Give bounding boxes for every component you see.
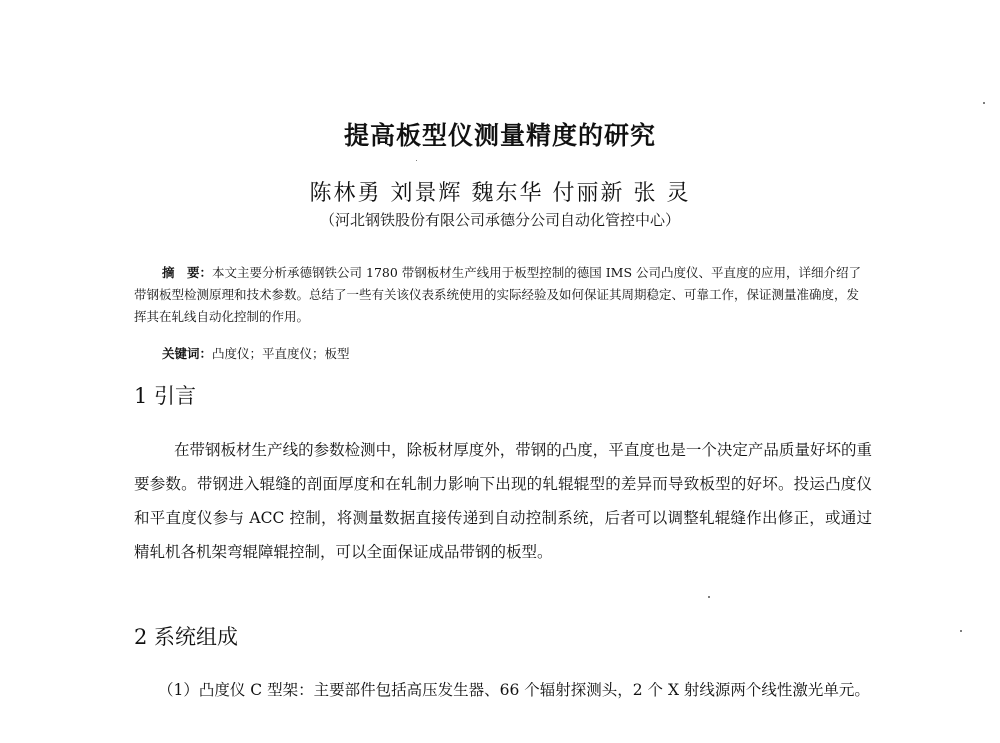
scan-speck — [416, 160, 417, 161]
paper-authors: 陈林勇 刘景辉 魏东华 付丽新 张 灵 — [309, 181, 691, 206]
abstract-block — [134, 262, 870, 328]
section-2-paragraph: （1）凸度仪 C 型架：主要部件包括高压发生器、66 个辐射探测头，2 个 X 射线源两个线性激光单元。 — [158, 681, 870, 699]
keywords-block — [162, 344, 862, 362]
scan-speck — [983, 102, 985, 104]
section-1-paragraph: 在带钢板材生产线的参数检测中，除板材厚度外，带钢的凸度，平直度也是一个决定产品质量好坏的重要参数。带钢进入辊缝的剖面厚度和在轧制力影响下出现的轧辊辊型的差异而导致板型的好坏。投运凸度仪和平直度仪参与 ACC 控制，将测量数据直接传递到自动控制系统，后者可以调整轧辊缝作出修正，或通过精轧机各机架弯辊障辊控制，可以全面保证成品带钢的板型。 — [134, 441, 872, 561]
keywords-label: 关键词： — [162, 346, 213, 361]
section-1-heading: 1 引言 — [134, 384, 197, 408]
scan-speck — [708, 596, 710, 598]
scan-speck — [960, 630, 962, 632]
paper-affiliation: （河北钢铁股份有限公司承德分公司自动化管控中心） — [319, 211, 680, 229]
abstract-text: 本文主要分析承德钢铁公司 1780 带钢板材生产线用于板型控制的德国 IMS 公司凸度仪、平直度的应用，详细介绍了带钢板型检测原理和技术参数。总结了一些有关该仪表系统使用的实际经验及如何保证其周期稳定、可靠工作，保证测量准确度，发挥其在轧线自动化控制的作用。 — [134, 265, 862, 324]
paper-title: 提高板型仪测量精度的研究 — [343, 121, 656, 150]
abstract-label: 摘 要： — [162, 265, 213, 280]
keywords-text: 凸度仪；平直度仪；板型 — [212, 346, 350, 361]
section-2-heading: 2 系统组成 — [134, 625, 239, 649]
